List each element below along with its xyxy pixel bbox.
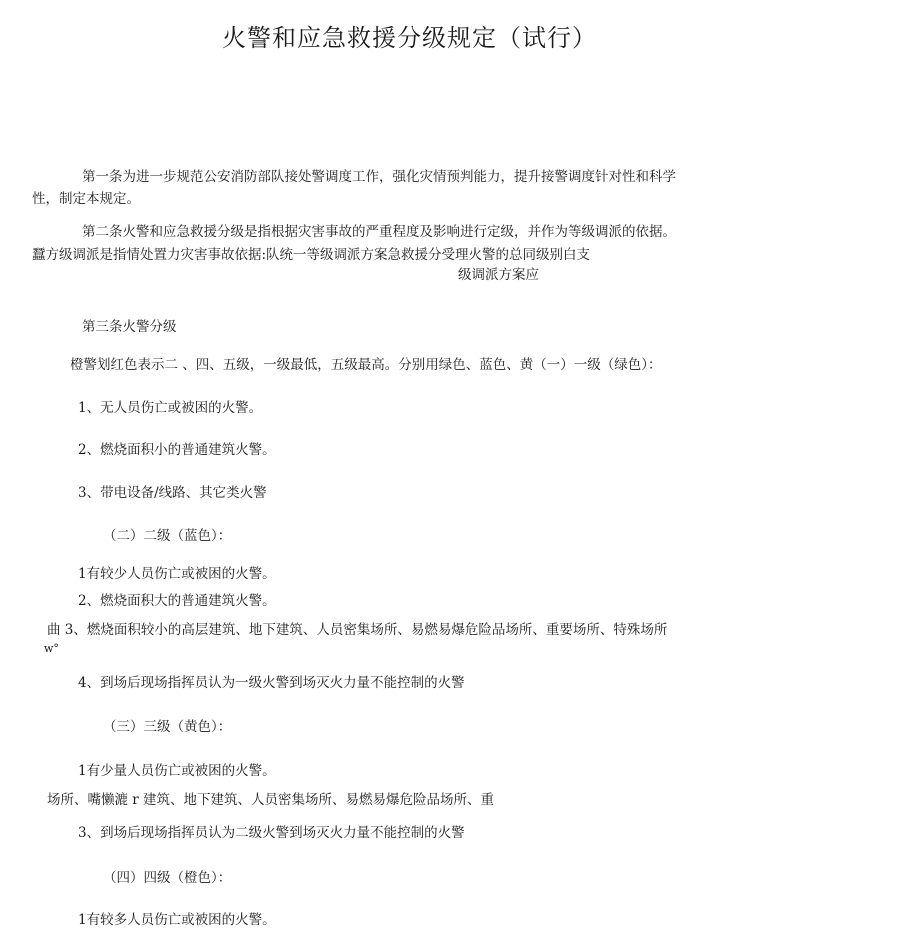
paragraph-line: 第二条火警和应急救援分级是指根据灾害事故的严重程度及影响进行定级，并作为等级调派的依据。 (82, 224, 676, 240)
list-item: 曲 3、燃烧面积较小的高层建筑、地下建筑、人员密集场所、易燃易爆危险品场所、重要场所、特殊场所 (47, 622, 668, 638)
list-item: 3、带电设备/线路、其它类火警 (78, 485, 267, 501)
paragraph-line: 性，制定本规定。 (32, 191, 140, 207)
list-item: 1有少量人员伤亡或被困的火警。 (78, 763, 276, 779)
paragraph-line: 第一条为进一步规范公安消防部队接处警调度工作，强化灾情预判能力，提升接警调度针对性和科学 (82, 169, 676, 185)
list-item: 场所、嘴懒漉 r 建筑、地下建筑、人员密集场所、易燃易爆危险品场所、重 (47, 792, 495, 808)
section-heading: 第三条火警分级 (82, 319, 177, 335)
list-item: 1、无人员伤亡或被困的火警。 (78, 400, 263, 416)
paragraph-line: 橙警划红色表示二 、四、五级，一级最低，五级最高。分别用绿色、蓝色、黄（一）一级（绿色）： (70, 357, 662, 373)
paragraph-line: 级调派方案应 (458, 267, 539, 283)
document-title: 火警和应急救援分级规定（试行） (222, 24, 597, 52)
list-item: 1有较少人员伤亡或被困的火警。 (78, 566, 276, 582)
paragraph-line: 蠶方级调派是指情处置力灾害事故依据:队统一等级调派方案急救援分受理火警的总同级别白支 (32, 247, 591, 263)
subsection-heading: （四）四级（橙色）： (103, 870, 232, 886)
subsection-heading: （二）二级（蓝色）： (103, 528, 232, 544)
list-item: 2、燃烧面积小的普通建筑火警。 (78, 442, 276, 458)
list-item: 1有较多人员伤亡或被困的火警。 (78, 912, 276, 928)
list-item: 4、到场后现场指挥员认为一级火警到场灭火力量不能控制的火警 (78, 675, 465, 691)
list-item: 3、到场后现场指挥员认为二级火警到场灭火力量不能控制的火警 (78, 825, 465, 841)
stray-mark: w° (44, 642, 59, 655)
subsection-heading: （三）三级（黄色）： (103, 719, 232, 735)
list-item: 2、燃烧面积大的普通建筑火警。 (78, 593, 276, 609)
